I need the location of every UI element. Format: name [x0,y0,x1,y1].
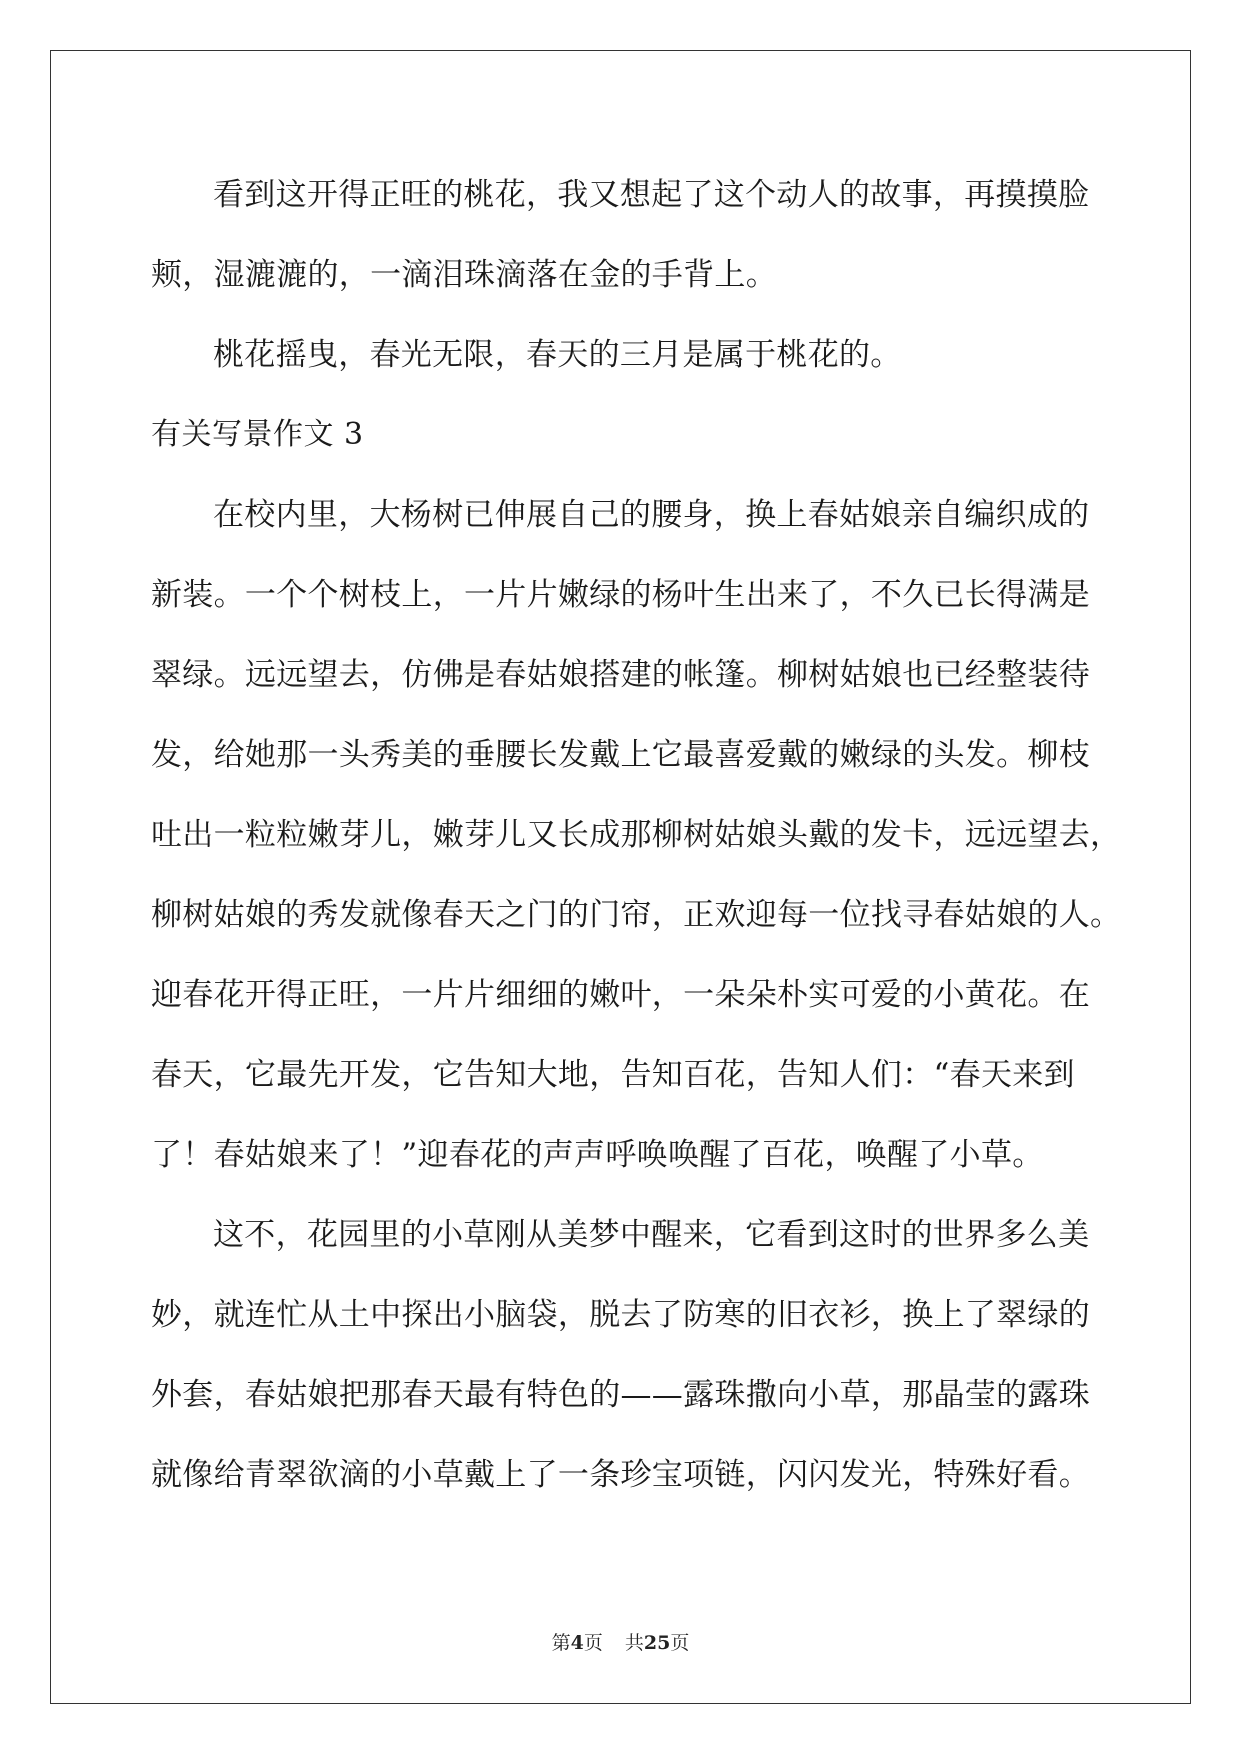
page-prefix: 第 [551,1632,571,1654]
text-line-13: 了！春姑娘来了！”迎春花的声声呼唤唤醒了百花，唤醒了小草。 [151,1137,1044,1173]
text-line-11: 迎春花开得正旺，一片片细细的嫩叶，一朵朵朴实可爱的小黄花。在 [151,977,1090,1013]
text-line-8: 发，给她那一头秀美的垂腰长发戴上它最喜爱戴的嫩绿的头发。柳枝 [151,737,1090,773]
text-line-6: 新装。一个个树枝上，一片片嫩绿的杨叶生出来了，不久已长得满是 [151,577,1090,613]
total-pages: 25 [643,1632,671,1654]
section-heading: 有关写景作文 3 [151,417,364,452]
text-line-16: 外套，春姑娘把那春天最有特色的——露珠撒向小草，那晶莹的露珠 [151,1377,1090,1413]
page-footer [0,1628,1241,1655]
page-suffix: 页 [583,1632,603,1654]
text-line-12: 春天，它最先开发，它告知大地，告知百花，告知人们：“春天来到 [151,1057,1075,1093]
text-line-7: 翠绿。远远望去，仿佛是春姑娘搭建的帐篷。柳树姑娘也已经整装待 [151,657,1090,693]
text-line-1: 看到这开得正旺的桃花，我又想起了这个动人的故事，再摸摸脸 [213,177,1090,213]
page-number: 4 [570,1632,584,1654]
text-line-5: 在校内里，大杨树已伸展自己的腰身，换上春姑娘亲自编织成的 [213,497,1090,533]
document-body [151,155,1122,1515]
text-line-3: 桃花摇曳，春光无限，春天的三月是属于桃花的。 [213,337,902,373]
text-line-15: 妙，就连忙从土中探出小脑袋，脱去了防寒的旧衣衫，换上了翠绿的 [151,1297,1090,1333]
text-line-17: 就像给青翠欲滴的小草戴上了一条珍宝项链，闪闪发光，特殊好看。 [151,1457,1090,1493]
text-line-14: 这不，花园里的小草刚从美梦中醒来，它看到这时的世界多么美 [213,1217,1090,1253]
total-suffix: 页 [670,1632,690,1654]
total-prefix: 共 [624,1632,644,1654]
text-line-9: 吐出一粒粒嫩芽儿，嫩芽儿又长成那柳树姑娘头戴的发卡，远远望去， [151,817,1122,853]
text-line-2: 颊，湿漉漉的，一滴泪珠滴落在金的手背上。 [151,257,777,293]
text-line-10: 柳树姑娘的秀发就像春天之门的门帘，正欢迎每一位找寻春姑娘的人。 [151,897,1122,933]
